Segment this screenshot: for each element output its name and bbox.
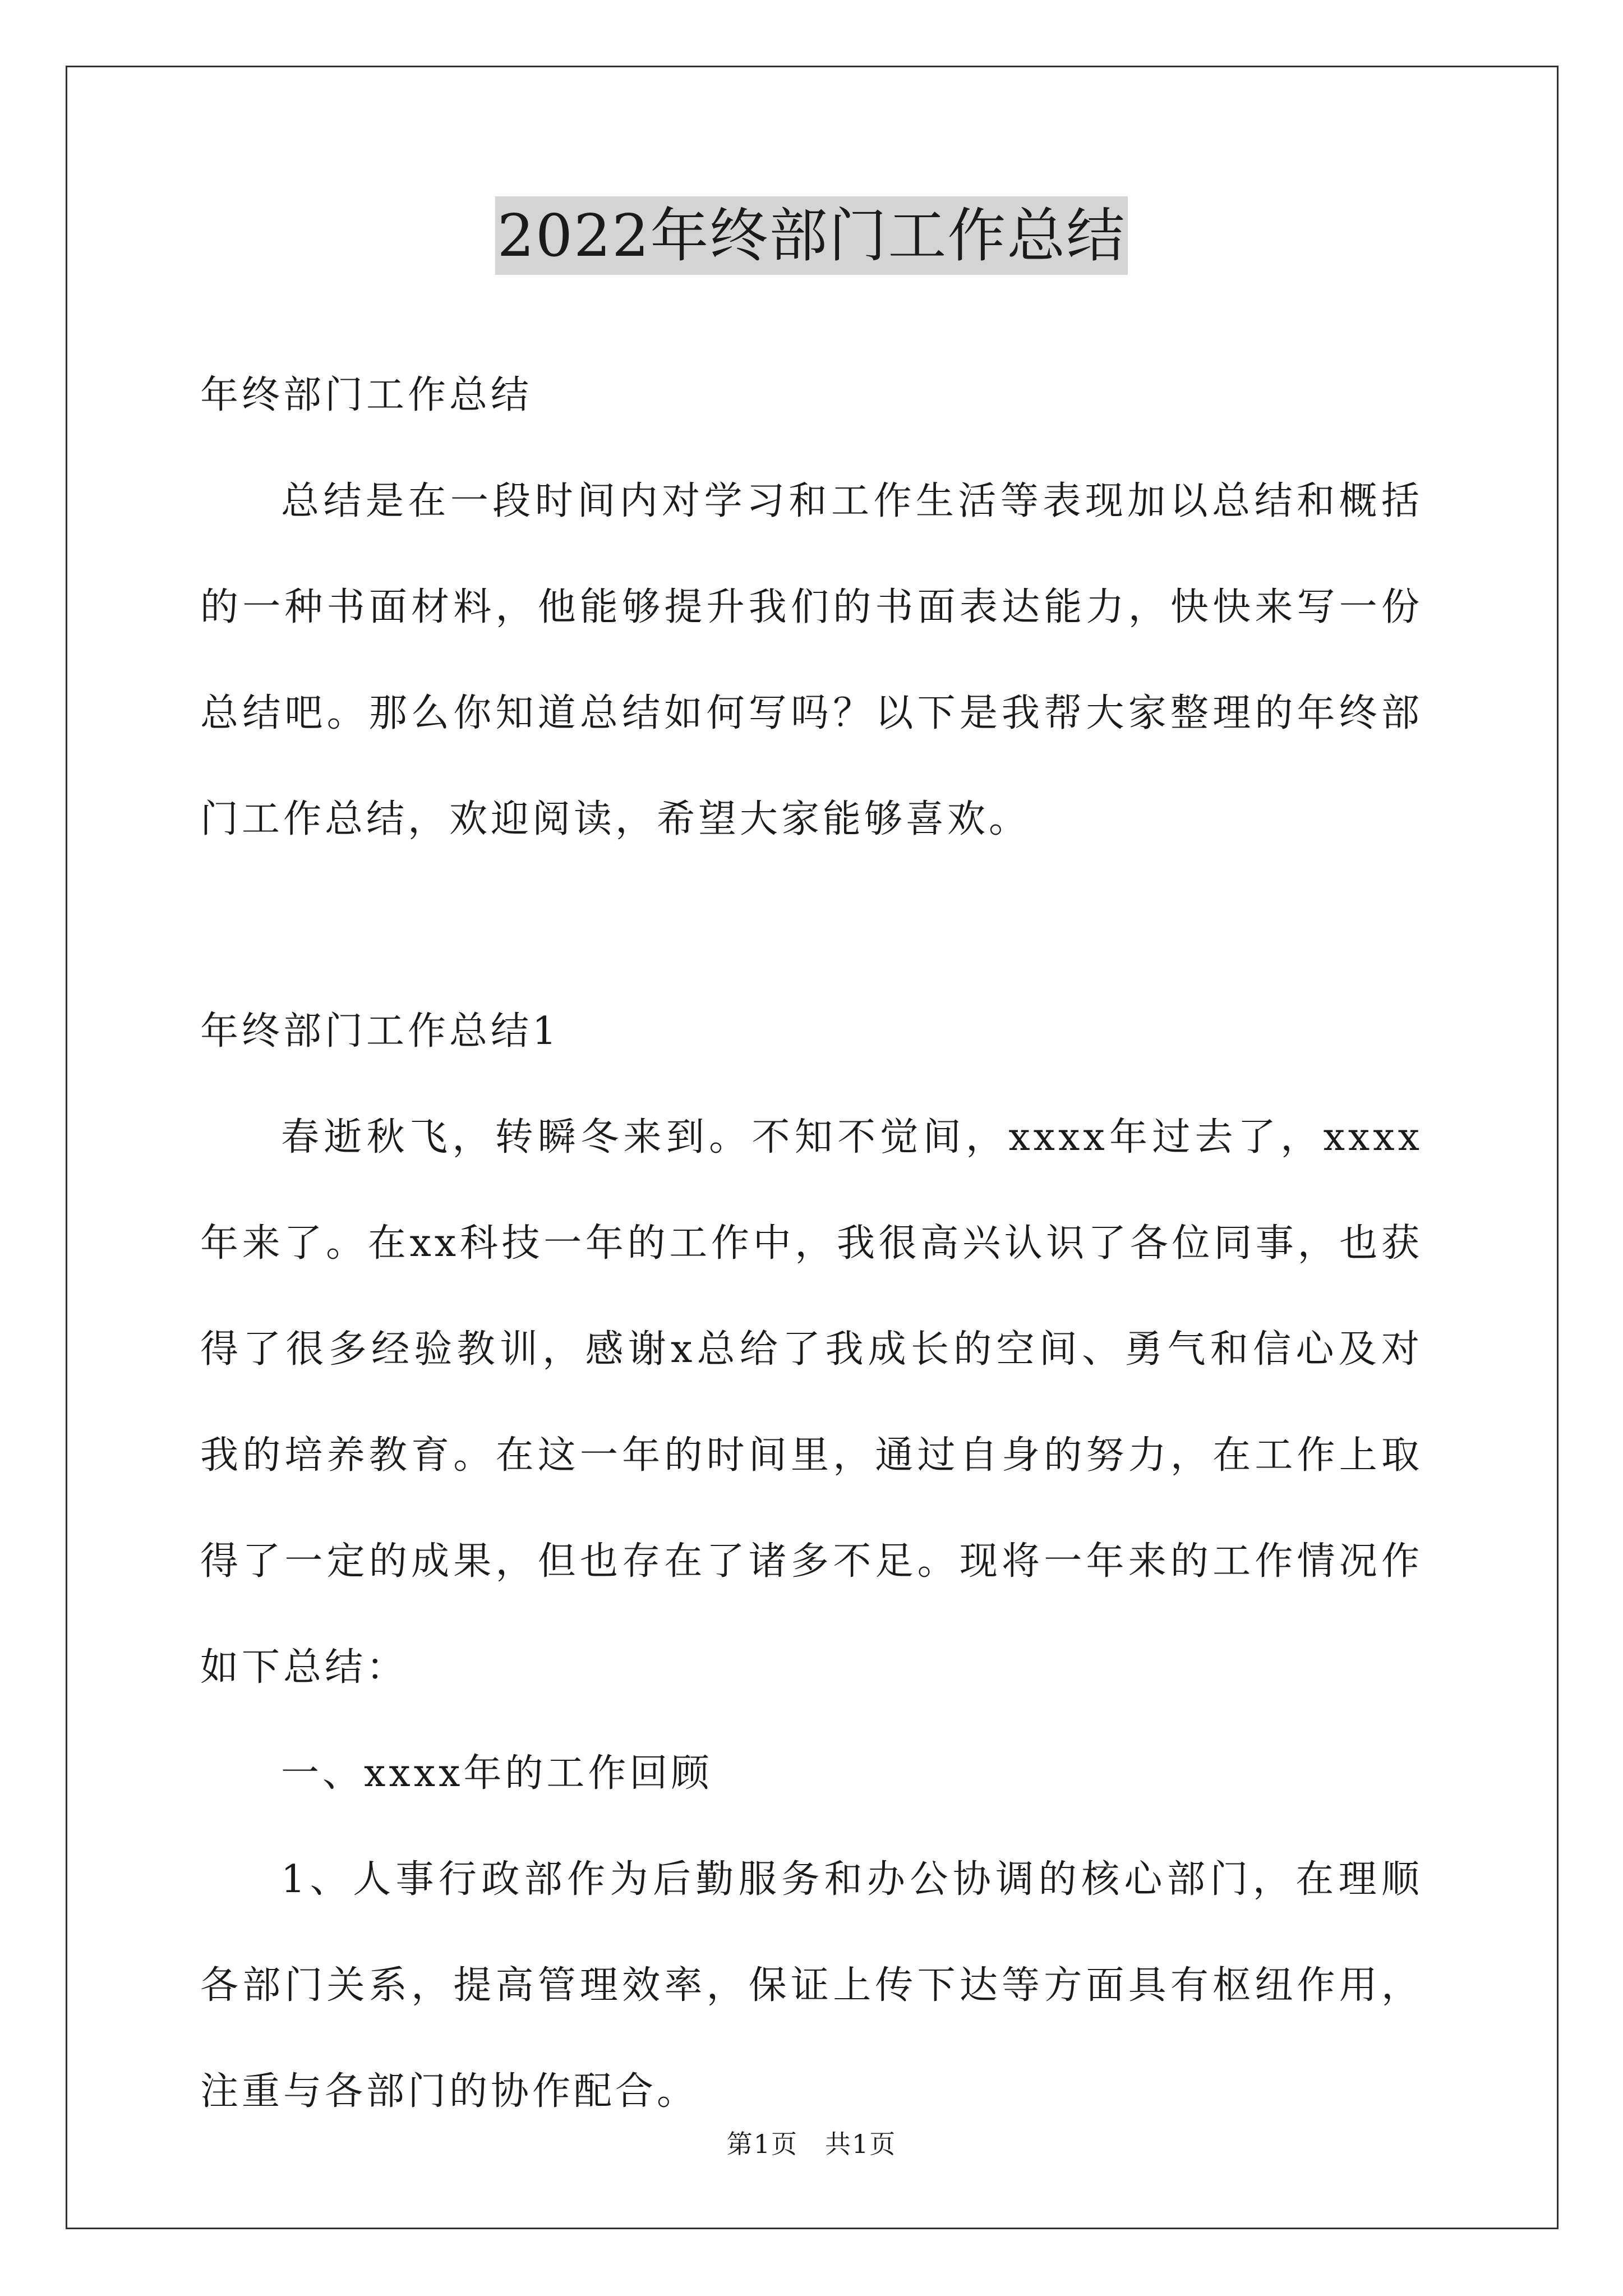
title-container bbox=[0, 196, 1623, 275]
document-title: 2022年终部门工作总结 bbox=[495, 196, 1128, 275]
section-heading-1: 年终部门工作总结1 bbox=[200, 1009, 560, 1053]
blank-line bbox=[200, 872, 1423, 978]
page-number: 第1页 bbox=[726, 2129, 798, 2159]
document-body bbox=[200, 342, 1423, 2145]
page-total: 共1页 bbox=[825, 2129, 897, 2159]
body-paragraph: 春逝秋飞，转瞬冬来到。不知不觉间，xxxx年过去了，xxxx年来了。在xx科技一年的工作中，我很高兴认识了各位同事，也获得了很多经验教训，感谢x总给了我成长的空间、勇气和信心及对我的培养教育。在这一年的时间里，通过自身的努力，在工作上取得了一定的成果，但也存在了诸多不足。现将一年来的工作情况作如下总结： bbox=[200, 1115, 1423, 1690]
page-footer bbox=[0, 2127, 1623, 2161]
subsection-heading: 一、xxxx年的工作回顾 bbox=[281, 1751, 713, 1796]
body-paragraph: 1、人事行政部作为后勤服务和办公协调的核心部门，在理顺各部门关系，提高管理效率，保证上传下达等方面具有枢纽作用，注重与各部门的协作配合。 bbox=[200, 1857, 1423, 2114]
intro-paragraph: 总结是在一段时间内对学习和工作生活等表现加以总结和概括的一种书面材料，他能够提升我们的书面表达能力，快快来写一份总结吧。那么你知道总结如何写吗？以下是我帮大家整理的年终部门工作总结，欢迎阅读，希望大家能够喜欢。 bbox=[200, 479, 1423, 841]
section-heading: 年终部门工作总结 bbox=[200, 373, 533, 417]
